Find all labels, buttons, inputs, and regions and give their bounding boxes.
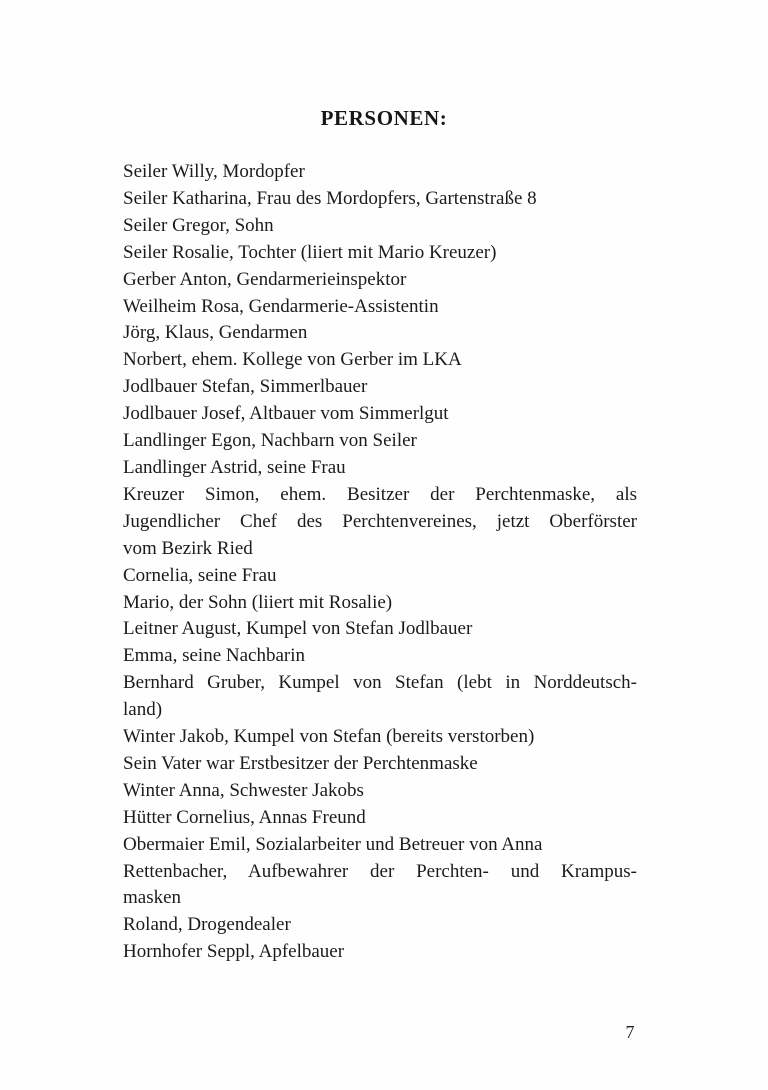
text-line: Jörg, Klaus, Gendarmen bbox=[123, 322, 308, 344]
text-line: Landlinger Astrid, seine Frau bbox=[123, 456, 346, 478]
text-line: Winter Jakob, Kumpel von Stefan (bereits verstorben) bbox=[123, 726, 535, 748]
text-line: vom Bezirk Ried bbox=[123, 537, 253, 559]
text-line: Seiler Rosalie, Tochter (liiert mit Mario Kreuzer) bbox=[123, 241, 497, 263]
text-line: Kreuzer Simon, ehem. Besitzer der Perchtenmaske, als bbox=[123, 483, 637, 505]
text-line: masken bbox=[123, 887, 182, 909]
text-line: Hornhofer Seppl, Apfelbauer bbox=[123, 941, 345, 963]
text-line: Leitner August, Kumpel von Stefan Jodlbauer bbox=[123, 618, 473, 640]
text-line: Obermaier Emil, Sozialarbeiter und Betreuer von Anna bbox=[123, 833, 543, 855]
text-line: Bernhard Gruber, Kumpel von Stefan (lebt in Norddeutsch- bbox=[123, 672, 637, 694]
text-line: Sein Vater war Erstbesitzer der Perchtenmaske bbox=[123, 752, 478, 774]
text-line: Norbert, ehem. Kollege von Gerber im LKA bbox=[123, 349, 462, 371]
text-line: Winter Anna, Schwester Jakobs bbox=[123, 779, 364, 801]
character-list bbox=[123, 159, 637, 966]
text-line: Emma, seine Nachbarin bbox=[123, 645, 306, 667]
text-line: Cornelia, seine Frau bbox=[123, 564, 277, 586]
text-line: Seiler Gregor, Sohn bbox=[123, 214, 274, 236]
text-line: Hütter Cornelius, Annas Freund bbox=[123, 806, 366, 828]
text-line: Gerber Anton, Gendarmerieinspektor bbox=[123, 268, 407, 290]
text-line: Jodlbauer Josef, Altbauer vom Simmerlgut bbox=[123, 403, 449, 425]
page-number: 7 bbox=[625, 1022, 635, 1042]
text-line: Jodlbauer Stefan, Simmerlbauer bbox=[123, 376, 368, 398]
text-line: Roland, Drogendealer bbox=[123, 914, 291, 936]
page-title: PERSONEN: bbox=[320, 106, 448, 130]
text-line: land) bbox=[123, 699, 163, 721]
text-line: Mario, der Sohn (liiert mit Rosalie) bbox=[123, 591, 393, 613]
text-line: Jugendlicher Chef des Perchtenvereines, jetzt Oberförster bbox=[123, 510, 637, 532]
text-line: Landlinger Egon, Nachbarn von Seiler bbox=[123, 430, 417, 452]
text-line: Rettenbacher, Aufbewahrer der Perchten- und Krampus- bbox=[123, 860, 637, 882]
text-line: Seiler Katharina, Frau des Mordopfers, Gartenstraße 8 bbox=[123, 187, 537, 209]
text-line: Seiler Willy, Mordopfer bbox=[123, 161, 305, 182]
text-line: Weilheim Rosa, Gendarmerie-Assistentin bbox=[123, 295, 439, 317]
